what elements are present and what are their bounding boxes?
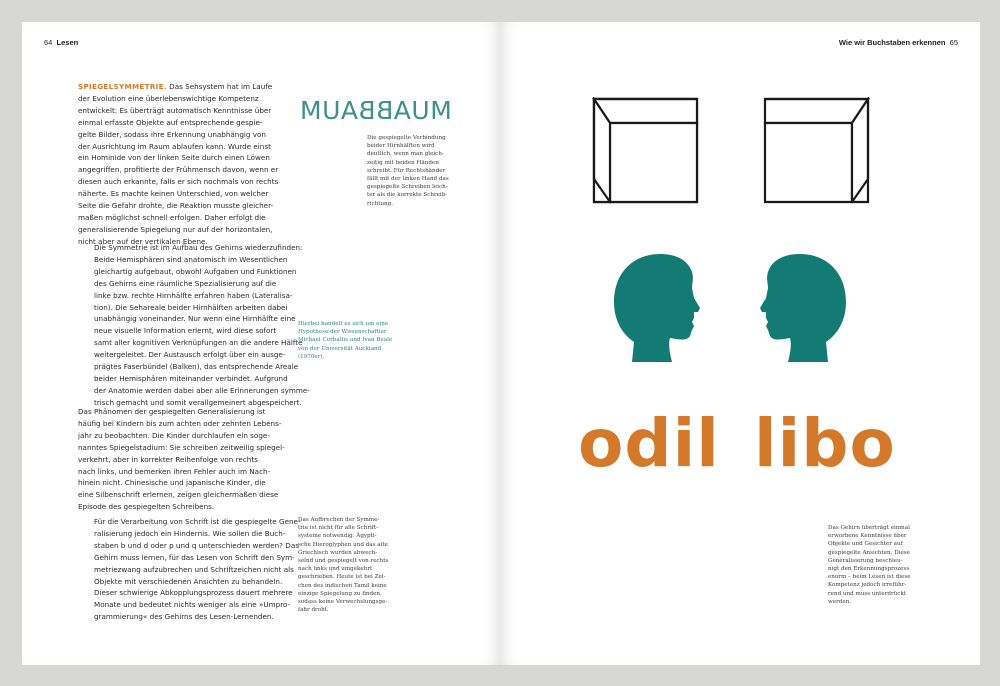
paragraph-1-text: Das Sehsystem hat im Laufe der Evolution eine überlebenswichtige Kompetenz entwickelt: Es überträgt automatisch Kenntnisse über einmal erfasste Objekte auf entsprechende gespie- gelte Bilder, sodass ihre Erkennung unabhängig von der Ausrichtung im Raum ablaufen kann. Wurde einst ein Hominide von der linken Seite durch einen Löwen angegriffen, profitierte der Frühmensch davon, wenn er diesen auch erkannte, falls er sich nochmals von rechts näherte. Es machte keinen Unterschied, von welcher Seite die Gefahr drohte, die Reaktion musste gleicher- maßen möglichst schnell erfolgen. Daher erfolgt die generalisierende Spiegelung nur auf der horizontalen, nicht aber auf der vertikalen Ebene. bbox=[78, 82, 279, 246]
page-number: 65 bbox=[949, 38, 958, 47]
paragraph-mirror-stage: Das Phänomen der gespiegelten Generalisierung ist häufig bei Kindern bis zum achten oder zehnten Lebens- jahr zu beobachten. Die Kinder durchlaufen ein soge- nanntes Spiegelstadium: Sie schreiben zeitweilig spiegel- verkehrt, aber in korrekter Reihenfolge von rechts nach links, und bemerken ihren Fehler auch im Nach- hinein nicht. Chinesische und japanische Kinder, die eine Silbenschrift erlernen, zeigen gleichermaßen diese Episode des gespiegelten Schreibens. bbox=[78, 407, 285, 512]
paragraph-reading-symmetry: Für die Verarbeitung von Schrift ist die gespiegelte Gene- ralisierung jedoch ein Hindernis. Wie sollen die Buch- staben b und d oder p und q unterschieden werden? Das Gehirn muss lernen, für das Lesen von Schrift den Sym- metriezwang aufzubrechen und Schriftzeichen nicht als Objekte mit verschiedenen Ansichten zu behandeln. Dieser schwierige Abkopplungsprozess dauert mehrere Monate und bedeutet nichts weniger als eine »Umpro- grammierung« des Gehirns des Lesen-Lernenden. bbox=[94, 517, 301, 622]
note-writing-systems: Das Aufbrechen der Symme- trie ist nicht für alle Schrift- systeme notwendig. Ägypti- sche Hieroglyphen und das alte Griechisch wurden abwech- selnd und gespiegelt von rechts nach links und umgekehrt geschrieben. Heute ist bei Zei- chen des indischen Tamil keine einzige Spiegelung zu finden, sodass keine Verwechslungsge- fahr droht. bbox=[298, 517, 389, 614]
cube-right-illustration bbox=[758, 97, 870, 205]
paragraph-symmetry-brain: Die Symmetrie ist im Aufbau des Gehirns wiederzufinden: Beide Hemisphären sind anatomisch im Wesentlichen gleichartig aufgebaut, obwohl Aufgaben und Funktionen des Gehirns eine räumliche Spezialisierung auf die linke bzw. rechte Hirnhälfte erfahren haben (Lateralisa- tion). Die Sehareale beider Hirnhälften arbeiten dabei unabhängig voneinander. Nur wenn eine Hirnhälfte eine neue visuelle Information erlernt, wird diese sofort samt aller kognitiven Verknüpfungen an die andere Hälfte weitergeleitet. Der Austausch erfolgt über ein ausge- prägtes Faserbündel (Balken), das entsprechende Areale beider Hemisphären miteinander verbindet. Aufgrund der Anatomie werden dabei aber alle Erinnerungen symme- trisch gemacht und somit verallgemeinert abgespeichert. bbox=[94, 243, 310, 407]
section-lead: SPIEGELSYMMETRIE. bbox=[78, 82, 167, 91]
logo-part-2: AUM bbox=[393, 96, 453, 125]
caption-mirror-generalization: Das Gehirn überträgt einmal erworbene Kenntnisse über Objekte und Gesichter auf gespiegelte Ansichten. Diese Generalisierung beschleu- nigt den Erkennungsprozess enorm – beim Lesen ist diese Kompetenz jedoch irreführ- rend und muss unterdrückt werden. bbox=[828, 525, 911, 605]
word-libo: libo bbox=[754, 405, 896, 482]
word-odil: odil bbox=[578, 405, 720, 482]
folio-right bbox=[839, 38, 958, 47]
muabbaum-logo bbox=[300, 96, 452, 125]
cube-left-illustration bbox=[592, 97, 704, 205]
note-hypothesis: Hierbei handelt es sich um eine Hypothese der Wissenschaftler Michael Corballis und Ivan Beale von der Universität Auckland (1970er). bbox=[298, 321, 393, 360]
logo-part-1: MUA bbox=[300, 96, 359, 125]
running-head: Wie wir Buchstaben erkennen bbox=[838, 38, 946, 47]
head-profile-right-facing bbox=[610, 250, 702, 362]
running-head: Lesen bbox=[56, 38, 79, 47]
logo-mirrored-letters: BB bbox=[358, 96, 394, 125]
folio-left bbox=[44, 38, 78, 47]
page-number: 64 bbox=[44, 38, 53, 47]
left-page bbox=[22, 22, 500, 665]
paragraph-spiegelsymmetrie bbox=[78, 81, 303, 248]
note-mirrored-writing: Die gespiegelte Verbindung beider Hirnhälften wird deutlich, wenn man gleich- zeitig mit beiden Händen schreibt. Für Rechtshänder fällt mit der linken Hand das gespiegelte Schreiben leich- ter als die korrekte Schreib- richtung. bbox=[367, 135, 449, 207]
right-page bbox=[500, 22, 980, 665]
head-profile-left-facing bbox=[758, 250, 850, 362]
